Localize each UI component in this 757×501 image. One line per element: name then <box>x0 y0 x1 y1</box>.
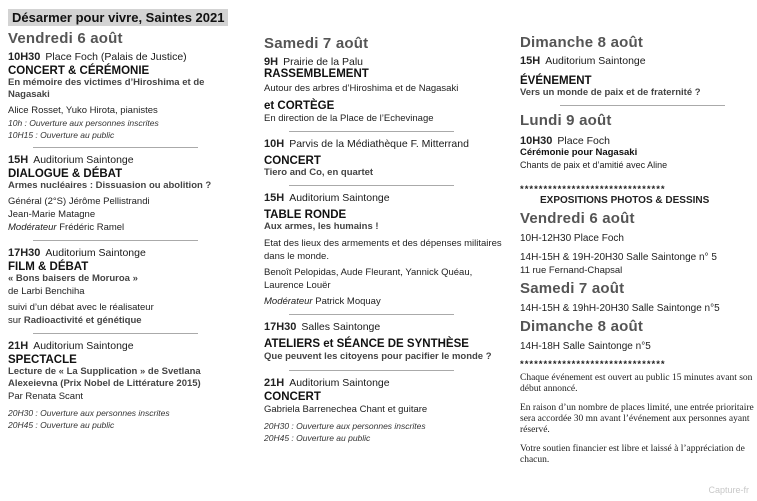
event-time: 21H <box>264 377 285 389</box>
event-slot <box>520 55 755 67</box>
event-place: Auditorium Saintonge <box>289 192 390 204</box>
moderator-label: Modérateur <box>264 296 313 307</box>
event-slot <box>264 56 504 68</box>
event-text: suivi d’un débat avec le réalisateur <box>8 302 154 313</box>
event-text: Général (2°S) Jérôme Pellistrandi <box>8 196 150 207</box>
event-slot <box>8 340 248 352</box>
notice-text: En raison d’un nombre de places limité, une entrée prioritaire sera accordée 30 mn avant l’événement aux personnes ayant réservé. <box>520 403 754 435</box>
column-saturday <box>264 0 504 444</box>
divider <box>560 105 725 106</box>
event-title: CONCERT & CÉRÉMONIE <box>8 65 150 77</box>
event-text: Jean-Marie Matagne <box>8 209 96 220</box>
divider <box>289 314 454 315</box>
event-note: 20H30 : Ouverture aux personnes inscrites <box>8 408 170 418</box>
column-sunday-monday <box>520 0 755 466</box>
event-slot <box>264 138 504 150</box>
moderator-name: Patrick Moquay <box>312 296 381 307</box>
event-time: 15H <box>8 154 29 166</box>
topic: Radioactivité et génétique <box>23 315 142 326</box>
event-subtitle: Vers un monde de paix et de fraternité ? <box>520 87 701 98</box>
event-title: ATELIERS et SÉANCE DE SYNTHÈSE <box>264 338 469 350</box>
column-friday <box>8 0 248 431</box>
event-place: Auditorium Saintonge <box>45 247 146 259</box>
event-time: 9H <box>264 56 279 68</box>
event-title: Cérémonie pour Nagasaki <box>520 147 638 158</box>
event-time: 17H30 <box>8 247 41 259</box>
event-text: En direction de la Place de l’Echevinage <box>264 113 434 124</box>
event-time: 15H <box>520 55 541 67</box>
event-slot <box>264 192 504 204</box>
event-text: Chants de paix et d’amitié avec Aline <box>520 160 668 170</box>
event-subtitle: En mémoire des victimes d’Hiroshima et de Nagasaki <box>8 77 205 100</box>
event-subtitle: Que peuvent les citoyens pour pacifier le monde ? <box>264 351 492 362</box>
event-time: 17H30 <box>264 321 297 333</box>
event-title: et CORTÈGE <box>264 100 335 112</box>
event-note: 20H45 : Ouverture au public <box>264 433 371 443</box>
exhibition-slot: 14H-15H & 19H-20H30 Salle Saintonge n° 5 <box>520 252 717 263</box>
event-place: Prairie de la Palu <box>283 56 364 68</box>
moderator-label: Modérateur <box>8 222 57 233</box>
event-title: RASSEMBLEMENT <box>264 68 369 80</box>
event-slot <box>8 247 248 259</box>
notice-text: Chaque événement est ouvert au public 15 minutes avant son début annoncé. <box>520 373 753 394</box>
event-subtitle: Aux armes, les humains ! <box>264 221 379 232</box>
event-title: CONCERT <box>264 391 321 403</box>
event-title: TABLE RONDE <box>264 209 347 221</box>
event-title: SPECTACLE <box>8 354 77 366</box>
divider <box>289 185 454 186</box>
day-heading: Samedi 7 août <box>520 280 625 297</box>
event-title: DIALOGUE & DÉBAT <box>8 168 123 180</box>
event-slot <box>264 377 504 389</box>
event-text <box>8 221 248 234</box>
event-text: Etat des lieux des armements et des dépenses militaires dans le monde. <box>264 238 502 262</box>
event-time: 10H30 <box>8 51 41 63</box>
topic-prefix: sur <box>8 315 24 326</box>
event-text <box>8 314 248 327</box>
event-slot <box>520 135 755 147</box>
event-time: 21H <box>8 340 29 352</box>
event-note: 20H45 : Ouverture au public <box>8 420 115 430</box>
exhibition-slot: 14H-15H & 19hH-20H30 Salle Saintonge n°5 <box>520 303 720 314</box>
event-slot <box>8 154 248 166</box>
event-place: Auditorium Saintonge <box>33 154 134 166</box>
event-note: 10h : Ouverture aux personnes inscrites <box>8 118 159 128</box>
event-place: Auditorium Saintonge <box>33 340 134 352</box>
moderator-name: Frédéric Ramel <box>56 222 125 233</box>
event-subtitle: Armes nucléaires : Dissuasion ou abolition ? <box>8 180 212 191</box>
event-text: de Larbi Benchiha <box>8 286 85 297</box>
day-heading: Vendredi 6 août <box>520 210 635 227</box>
event-time: 10H30 <box>520 135 553 147</box>
event-place: Salles Saintonge <box>301 321 381 333</box>
divider <box>33 333 198 334</box>
event-place: Place Foch (Palais de Justice) <box>45 51 187 63</box>
exhibition-heading: EXPOSITIONS PHOTOS & DESSINS <box>540 195 710 206</box>
page-title: Désarmer pour vivre, Saintes 2021 <box>8 9 228 26</box>
day-heading: Lundi 9 août <box>520 112 612 129</box>
event-text <box>264 295 504 308</box>
event-title: CONCERT <box>264 155 321 167</box>
event-place: Place Foch <box>557 135 610 147</box>
exhibition-slot: 10H-12H30 Place Foch <box>520 233 624 244</box>
event-note: 20H30 : Ouverture aux personnes inscrites <box>264 421 426 431</box>
event-place: Auditorium Saintonge <box>545 55 646 67</box>
exhibition-address: 11 rue Fernand-Chapsal <box>520 265 623 276</box>
event-title: FILM & DÉBAT <box>8 261 89 273</box>
event-text: Gabriela Barrenechea Chant et guitare <box>264 404 428 415</box>
event-text: Benoît Pelopidas, Aude Fleurant, Yannick Quéau, Laurence Louër <box>264 267 473 291</box>
event-time: 10H <box>264 138 285 150</box>
event-place: Parvis de la Médiathèque F. Mitterrand <box>289 138 469 150</box>
event-subtitle: « Bons baisers de Moruroa » <box>8 273 138 284</box>
divider <box>33 147 198 148</box>
day-heading: Dimanche 8 août <box>520 34 644 51</box>
divider <box>289 370 454 371</box>
event-subtitle: Tiero and Co, en quartet <box>264 167 374 178</box>
divider <box>289 131 454 132</box>
event-note: 10H15 : Ouverture au public <box>8 130 115 140</box>
day-heading: Vendredi 6 août <box>8 30 123 47</box>
event-text: Autour des arbres d’Hiroshima et de Nagasaki <box>264 83 459 94</box>
event-subtitle: Lecture de « La Supplication » de Svetlana Alexeievna (Prix Nobel de Littérature 2015) <box>8 366 201 389</box>
event-place: Auditorium Saintonge <box>289 377 390 389</box>
event-slot <box>8 51 248 63</box>
divider <box>33 240 198 241</box>
watermark: Capture-fr <box>708 485 749 495</box>
event-text: Alice Rosset, Yuko Hirota, pianistes <box>8 105 158 116</box>
day-heading: Samedi 7 août <box>264 35 369 52</box>
stars-divider: ******************************* <box>520 184 666 195</box>
exhibition-slot: 14H-18H Salle Saintonge n°5 <box>520 341 651 352</box>
event-text: Par Renata Scant <box>8 391 83 402</box>
event-time: 15H <box>264 192 285 204</box>
stars-divider: ******************************* <box>520 359 666 370</box>
notice-text: Votre soutien financier est libre et laissé à l’appréciation de chacun. <box>520 444 745 465</box>
event-slot <box>264 321 504 333</box>
event-title: ÉVÉNEMENT <box>520 75 592 87</box>
day-heading: Dimanche 8 août <box>520 318 644 335</box>
